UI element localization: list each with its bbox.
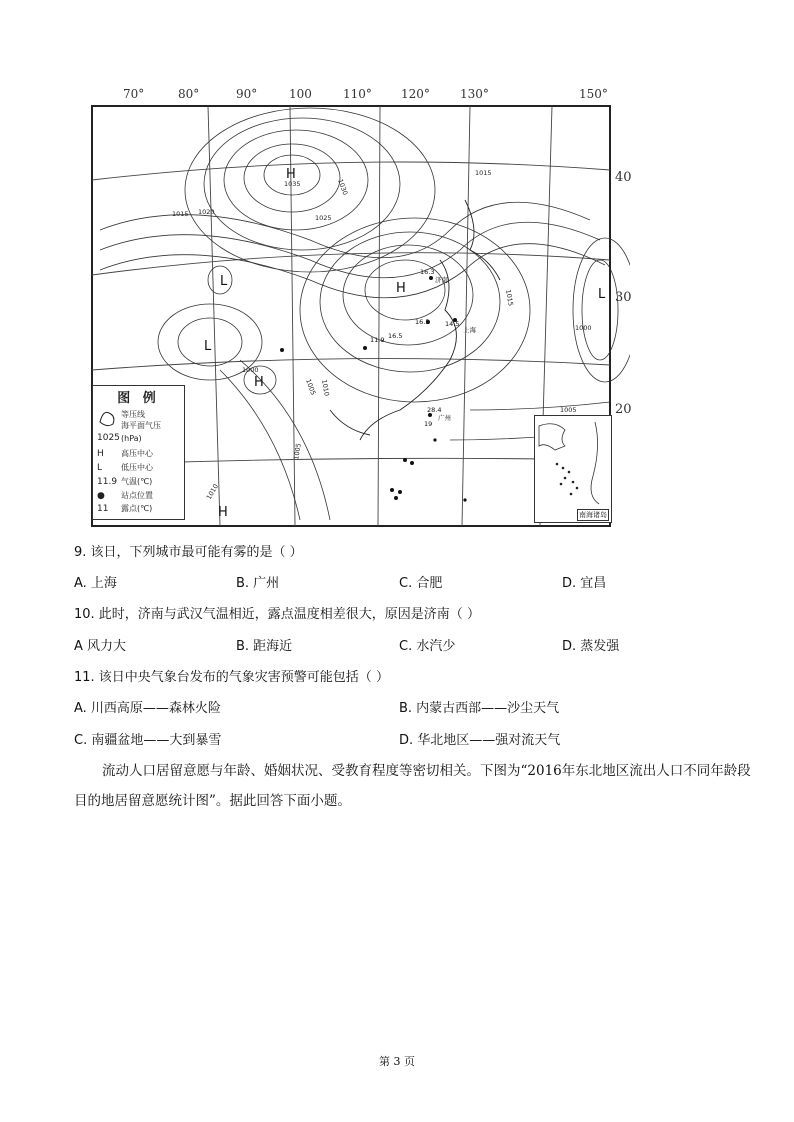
svg-text:上海: 上海 [463, 326, 476, 334]
q10-option-b: B. 距海近 [236, 639, 293, 654]
inset-caption: 南海诸岛 [579, 511, 607, 519]
legend-item: 等压线 海平面气压 [97, 408, 161, 431]
svg-text:广州: 广州 [438, 414, 451, 422]
svg-text:16.5: 16.5 [415, 318, 430, 326]
svg-text:14.5: 14.5 [445, 320, 460, 328]
lon-label: 70° [123, 87, 145, 101]
lon-label: 80° [178, 87, 200, 101]
reading-passage: 流动人口居留意愿与年龄、婚姻状况、受教育程度等密切相关。下图为“2016年东北地区流出人口不同年龄段目的地居留意愿统计图”。据此回答下面小题。 [74, 763, 751, 809]
isobar-symbol-icon [97, 408, 121, 431]
lon-label: 150° [579, 87, 608, 101]
svg-text:1000: 1000 [242, 366, 259, 374]
question-10-stem: 10. 此时，济南与武汉气温相近，露点温度相差很大，原因是济南（ ） [74, 607, 480, 622]
legend-item: L 低压中心 [97, 462, 153, 473]
lat-label: 20 [615, 402, 632, 417]
legend-title: 图 例 [117, 391, 160, 406]
svg-text:16.5: 16.5 [388, 332, 403, 340]
lat-label: 40 [615, 170, 632, 185]
legend-item: 1025 (hPa) [97, 433, 142, 443]
svg-text:16.3: 16.3 [420, 268, 435, 276]
svg-text:1005: 1005 [304, 377, 318, 397]
legend-item: 11 露点(℃) [97, 503, 153, 514]
center-h-north-china: H [396, 281, 406, 296]
inset-map-svg [535, 416, 610, 506]
svg-text:1025: 1025 [315, 214, 332, 222]
q11-option-c: C. 南疆盆地——大到暴雪 [74, 733, 222, 748]
center-h-southwest: H [254, 375, 264, 390]
lat-label: 30 [615, 290, 632, 305]
question-11-stem: 11. 该日中央气象台发布的气象灾害预警可能包括（ ） [74, 670, 389, 685]
q9-option-c: C. 合肥 [399, 576, 443, 591]
svg-text:1015: 1015 [504, 288, 515, 307]
legend-item: 11.9 气温(℃) [97, 476, 153, 487]
svg-text:11.9: 11.9 [370, 336, 385, 344]
center-l-xinjiang: L [220, 274, 228, 289]
svg-text:1015: 1015 [172, 210, 189, 218]
center-h-mongolia: H [286, 167, 296, 182]
center-h-south: H [218, 505, 228, 520]
q10-option-a: A 风力大 [74, 639, 127, 654]
lon-label: 90° [236, 87, 258, 101]
svg-text:1015: 1015 [475, 169, 492, 177]
svg-text:28.4: 28.4 [427, 406, 442, 414]
station-dot-icon: ● [97, 490, 105, 501]
q9-option-b: B. 广州 [236, 576, 280, 591]
svg-text:1010: 1010 [320, 378, 331, 397]
q10-option-c: C. 水汽少 [399, 639, 456, 654]
q9-option-d: D. 宜昌 [562, 576, 607, 591]
south-china-sea-inset [534, 415, 612, 523]
svg-text:1020: 1020 [198, 208, 215, 216]
q11-option-d: D. 华北地区——强对流天气 [399, 733, 561, 748]
center-l-pacific: L [598, 287, 606, 302]
svg-text:1035: 1035 [284, 180, 301, 188]
lon-label: 130° [460, 87, 489, 101]
svg-text:1005: 1005 [292, 442, 303, 461]
lon-label: 100 [289, 87, 312, 101]
svg-text:1030: 1030 [336, 177, 350, 197]
center-l-tibet: L [204, 339, 212, 354]
lon-label: 110° [343, 87, 372, 101]
legend-item: H 高压中心 [97, 448, 153, 459]
q9-option-a: A. 上海 [74, 576, 117, 591]
q11-option-b: B. 内蒙古西部——沙尘天气 [399, 701, 560, 716]
legend-item: ● 站点位置 [97, 490, 153, 501]
question-9-stem: 9. 该日，下列城市最可能有雾的是（ ） [74, 545, 303, 560]
svg-text:1010: 1010 [204, 482, 221, 501]
svg-text:1005: 1005 [560, 406, 577, 414]
svg-text:1000: 1000 [575, 324, 592, 332]
lon-label: 120° [401, 87, 430, 101]
q11-option-a: A. 川西高原——森林火险 [74, 701, 221, 716]
q10-option-d: D. 蒸发强 [562, 639, 620, 654]
svg-text:济南: 济南 [435, 276, 448, 284]
svg-text:19: 19 [424, 420, 433, 428]
map-legend [92, 385, 185, 520]
page-number: 第 3 页 [379, 1055, 415, 1068]
